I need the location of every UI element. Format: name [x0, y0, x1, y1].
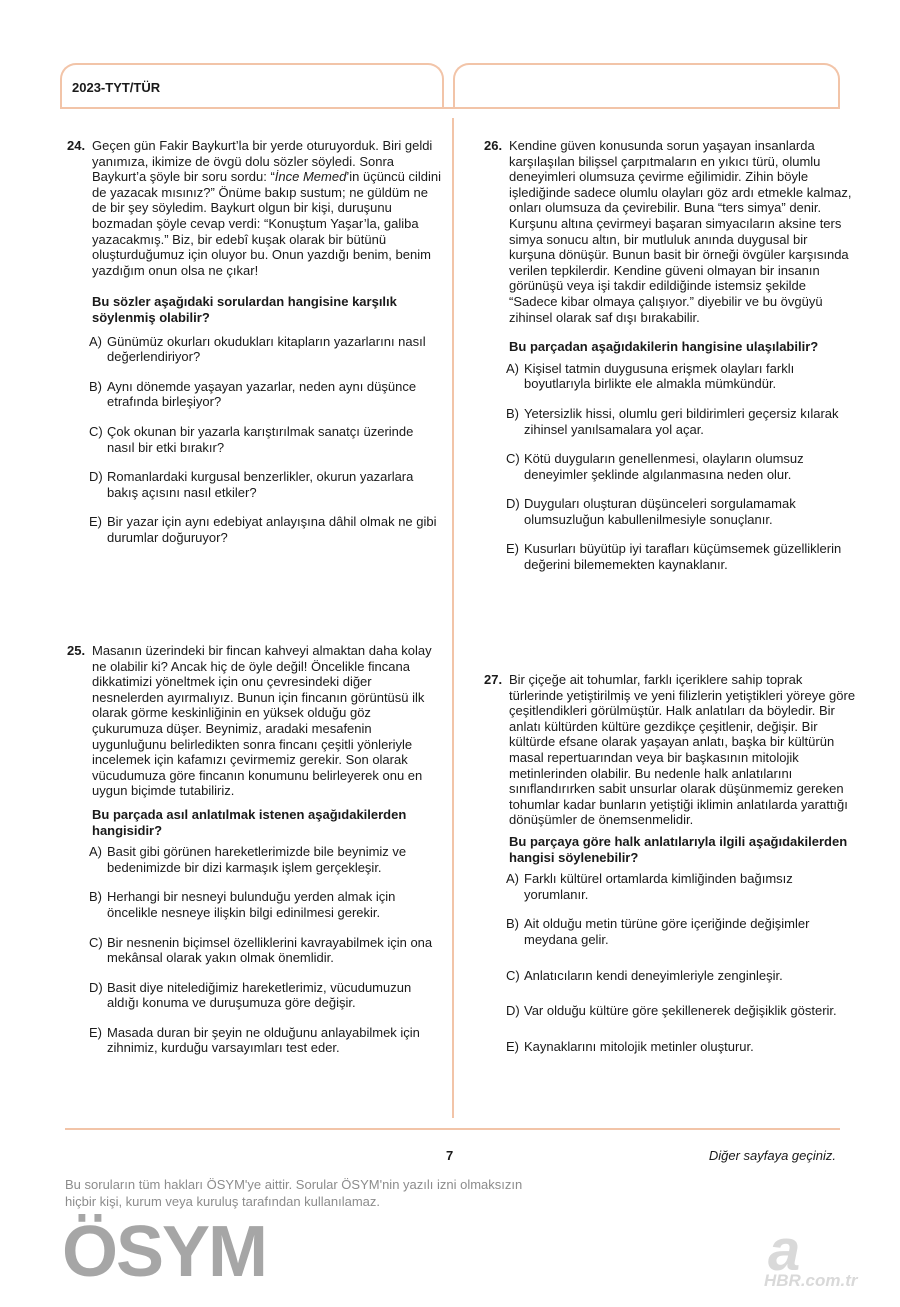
- option-letter: C): [89, 934, 103, 950]
- option-text: Var olduğu kültüre göre şekillenerek değişiklik gösterir.: [524, 1003, 837, 1019]
- question-prompt: Bu sözler aşağıdaki sorulardan hangisine karşılık söylenmiş olabilir?: [92, 294, 397, 325]
- watermark-line-1: Bu soruların tüm hakları ÖSYM'ye aittir. Sorular ÖSYM'nin yazılı izni olmaksızın: [65, 1177, 523, 1192]
- option-b[interactable]: [506, 916, 859, 947]
- option-letter: E): [506, 1038, 519, 1054]
- option-text: Anlatıcıların kendi deneyimleriyle zenginleşir.: [524, 967, 783, 983]
- option-letter: B): [506, 405, 519, 421]
- option-letter: A): [89, 333, 102, 349]
- footer-rule: [65, 1128, 840, 1130]
- option-letter: B): [89, 378, 102, 394]
- question-25: [67, 643, 444, 1056]
- option-letter: D): [506, 1003, 520, 1019]
- stem-text: Geçen gün Fakir Baykurt’la bir yerde oturuyorduk. Biri geldi yanımıza, ikimize de övgü dolu sözler söyledi. Sonra Baykurt’a şöyle bir soru sordu: “: [92, 138, 433, 185]
- option-text: Basit diye nitelediğimiz hareketlerimiz, vücudumuzun aldığı konuma ve duruşumuza göre değişir.: [107, 979, 412, 1011]
- hbr-logo: [760, 1222, 895, 1292]
- question-stem: Bir çiçeğe ait tohumlar, farklı içeriklere sahip toprak türlerinde yetiştirilmiş ve yeni filizlerin yetiştikleri yöreye göre çeşitlendikleri görülmüştür. Halk anlatıları da böyledir. Bir anlatı kültürden kültüre gezdikçe çeşitlenir, değişir. Bir kültürde efsane olarak yaşayan anlatı, başka bir kültürün masal repertuarından veya bir başkasının mitolojik metinlerinden olabilir. Bu nedenle halk anlatılarını sınıflandırırken sabit unsurlar olarak düşünmemiz gereken tohumlar kadar bunların yetiştiği iklimin anlatılarda yarattığı dönüşümler de önemsenmelidir.: [509, 672, 856, 828]
- question-27: [484, 672, 859, 1054]
- option-d[interactable]: [89, 469, 444, 500]
- question-prompt: Bu parçada asıl anlatılmak istenen aşağıdakilerden hangisidir?: [92, 806, 407, 838]
- watermark-big-text: ÖSYM: [62, 1212, 267, 1292]
- options: [89, 334, 444, 546]
- option-e[interactable]: [89, 514, 444, 545]
- question-number: 26.: [484, 138, 503, 153]
- option-d[interactable]: [506, 1003, 859, 1019]
- option-c[interactable]: [506, 451, 854, 482]
- exam-title: 2023-TYT/TÜR: [72, 80, 161, 95]
- option-d[interactable]: [89, 980, 444, 1011]
- question-26: [484, 138, 854, 573]
- option-text: Basit gibi görünen hareketlerimizde bile beynimiz ve bedenimizde bir dizi karmaşık işlem gerçekleşir.: [107, 844, 407, 875]
- question-number: 24.: [67, 138, 86, 153]
- option-text: Kötü duyguların genellenmesi, olayların olumsuz deneyimler şeklinde algılanmasına neden olur.: [524, 451, 804, 482]
- question-prompt: Bu parçadan aşağıdakilerin hangisine ulaşılabilir?: [509, 339, 819, 355]
- option-letter: A): [506, 360, 519, 376]
- option-e[interactable]: [89, 1025, 444, 1056]
- option-text: Aynı dönemde yaşayan yazarlar, neden aynı düşünce etrafında birleşiyor?: [107, 378, 417, 410]
- question-stem: Kendine güven konusunda sorun yaşayan insanlarda karşılaşılan bilişsel çarpıtmaların en yıkıcı türü, olumlu deneyimleri olumsuza çevirme eğilimidir. Zihin böyle işlediğinde sadece olumlu olayları göz ardı etmekle kalmaz, onları olumsuza da çevirebilir. Buna “ters simya” denir. Kurşunu altına çevirmeyi başaran simyacıların aksine ters simya sonucu altın, bir mutluluk anında duygusal bir kurşuna dönüşür. Bunun basit bir örneği övgüler karşısında verilen tepkilerdir. Kendine güveni olmayan bir insanın görünüşü veya işi takdir edildiğinde istemsiz şekilde “Sadece kibar olmaya çalışıyor.” diyebilir ve bu övgüyü zihinsel olarak saf dışı bırakabilir.: [509, 138, 852, 325]
- option-letter: C): [506, 451, 520, 467]
- page-number: 7: [446, 1148, 454, 1163]
- option-letter: E): [89, 514, 102, 530]
- logo-mark: a: [768, 1222, 801, 1283]
- option-letter: B): [506, 916, 519, 932]
- option-text: Kişisel tatmin duygusuna erişmek olayları farklı boyutlarıyla birlikte ele almakla mümkündür.: [524, 360, 795, 392]
- option-letter: E): [506, 541, 519, 557]
- option-a[interactable]: [89, 334, 444, 365]
- options: [506, 871, 859, 1054]
- option-e[interactable]: [506, 1039, 859, 1055]
- option-letter: C): [506, 967, 520, 983]
- option-c[interactable]: [506, 968, 859, 984]
- options: [506, 361, 854, 573]
- watermark-line-2: hiçbir kişi, kurum veya kuruluş tarafından kullanılamaz.: [65, 1194, 381, 1209]
- option-c[interactable]: [89, 424, 444, 455]
- question-number: 27.: [484, 672, 503, 687]
- option-b[interactable]: [89, 379, 444, 410]
- option-letter: D): [89, 469, 103, 485]
- option-text: Kusurları büyütüp iyi tarafları küçümsemek güzelliklerin değerini bilememekten kaynaklanır.: [524, 541, 842, 573]
- option-letter: A): [506, 871, 519, 887]
- option-text: Yetersizlik hissi, olumlu geri bildirimleri geçersiz kılarak zihinsel yanılsamalara yol açar.: [524, 405, 839, 437]
- option-b[interactable]: [89, 889, 444, 920]
- book-title: İnce Memed: [274, 169, 347, 185]
- option-text: Kaynaklarını mitolojik metinler oluşturur.: [524, 1038, 754, 1054]
- question-stem: [92, 138, 444, 278]
- option-text: Farklı kültürel ortamlarda kimliğinden bağımsız yorumlanır.: [524, 871, 793, 902]
- question-prompt: Bu parçaya göre halk anlatılarıyla ilgili aşağıdakilerden hangisi söylenebilir?: [509, 833, 848, 865]
- option-b[interactable]: [506, 406, 854, 437]
- option-text: Bir nesnenin biçimsel özelliklerini kavrayabilmek için ona mekânsal olarak yakın olmak önemlidir.: [107, 934, 433, 966]
- option-text: Günümüz okurları okudukları kitapların yazarlarını nasıl değerlendiriyor?: [107, 333, 426, 365]
- option-text: Ait olduğu metin türüne göre içeriğinde değişimler meydana gelir.: [524, 916, 810, 947]
- option-letter: B): [89, 889, 102, 905]
- option-letter: D): [506, 496, 520, 512]
- option-text: Romanlardaki kurgusal benzerlikler, okurun yazarlara bakış açısını nasıl etkiler?: [107, 469, 414, 500]
- option-a[interactable]: [506, 871, 859, 902]
- option-a[interactable]: [89, 844, 444, 875]
- option-d[interactable]: [506, 496, 854, 527]
- logo-text: HBR.com.tr: [764, 1271, 858, 1290]
- option-text: Herhangi bir nesneyi bulunduğu yerden almak için öncelikle nesneye ilişkin bilgi edinilmesi gerekir.: [107, 889, 396, 920]
- option-c[interactable]: [89, 935, 444, 966]
- option-letter: E): [89, 1024, 102, 1040]
- question-24: [67, 138, 444, 545]
- question-stem: Masanın üzerindeki bir fincan kahveyi almaktan daha kolay ne olabilir ki? Ancak hiç de öyle değil! Öncelikle fincana dikkatimizi yöneltmek için onu çevresindeki diğer nesnelerden ayırmalıyız. Bunun için fincanın görüntüsü ilk olarak görme keskinliğinin en yüksek olduğu göz çukurumuza düşer. Beynimiz, aradaki mesafenin uygunluğunu belirledikten sonra fincanı çeşitli yönleriyle incelemek için kafamızı çevirmemiz gerekir. Son olarak vücudumuza göre fincanın konumunu belirleyerek onu en uygun biçimde tutabiliriz.: [92, 643, 432, 799]
- question-number: 25.: [67, 643, 86, 658]
- options: [89, 844, 444, 1056]
- osym-watermark-notice: [65, 1176, 745, 1210]
- stem-text: ’in üçüncü cildini de yazacak mısınız?” Önüme bakıp sustum; ne güldüm ne de bir şey söyledim. Baykurt olgun bir kişi, duruşunu bozmadan şöyle cevap verdi: “Konuştum Yaşar’la, galiba yazacakmış.” Biz, bir edebî kuşak olarak bir bütünü oluşturduğumuz için oluyor bu. Onun yazdığı benim, benim yazdığım onun olsa ne çıkar!: [92, 169, 442, 278]
- header-box-right: [453, 63, 840, 109]
- option-a[interactable]: [506, 361, 854, 392]
- option-letter: D): [89, 979, 103, 995]
- option-text: Masada duran bir şeyin ne olduğunu anlayabilmek için zihnimiz, kurduğu varsayımları test eder.: [107, 1024, 420, 1056]
- column-divider: [452, 118, 454, 1118]
- option-text: Duyguları oluşturan düşünceleri sorgulamamak olumsuzluğun kabullenilmesiyle sonuçlanır.: [524, 496, 796, 527]
- next-page-note: Diğer sayfaya geçiniz.: [708, 1148, 836, 1163]
- option-text: Bir yazar için aynı edebiyat anlayışına dâhil olmak ne gibi durumlar doğuruyor?: [107, 514, 437, 545]
- header-rule: [60, 107, 840, 109]
- option-letter: A): [89, 844, 102, 860]
- option-text: Çok okunan bir yazarla karıştırılmak sanatçı üzerinde nasıl bir etki bırakır?: [107, 423, 414, 455]
- option-e[interactable]: [506, 541, 854, 572]
- option-letter: C): [89, 423, 103, 439]
